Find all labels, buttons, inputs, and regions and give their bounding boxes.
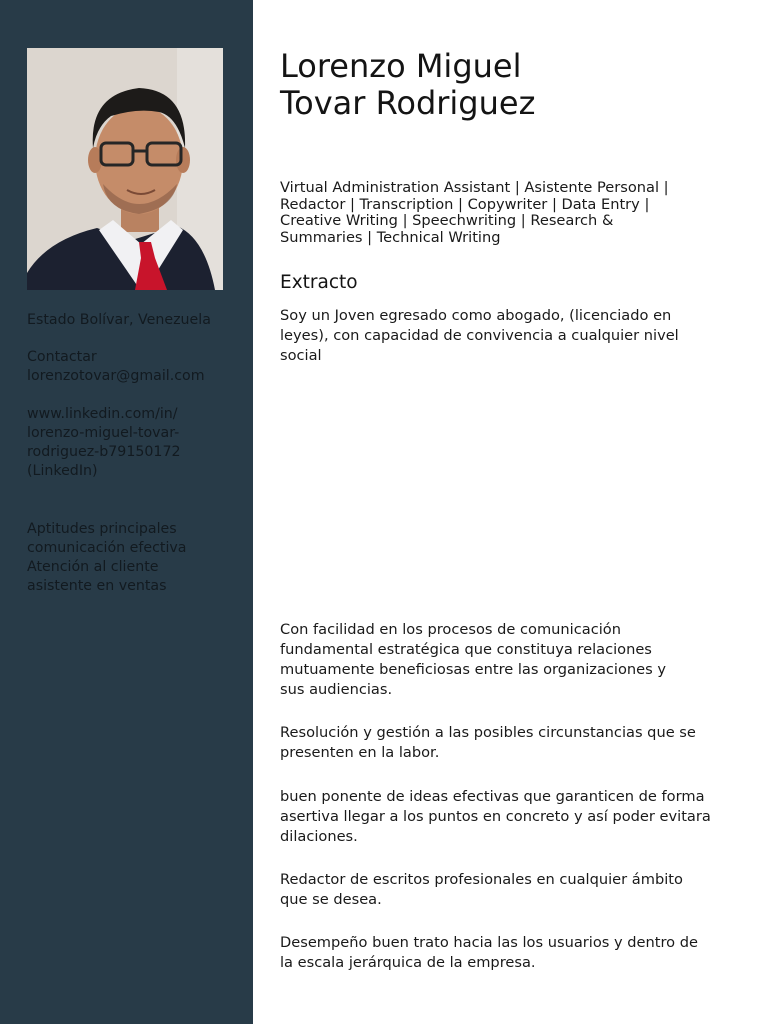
paragraph-line: social	[280, 347, 322, 364]
headline-line: Creative Writing | Speechwriting | Research &	[280, 212, 614, 230]
linkedin-link[interactable]	[27, 405, 242, 481]
profile-photo	[27, 48, 223, 290]
paragraph-line: dilaciones.	[280, 828, 358, 845]
headline-line: Summaries | Technical Writing	[280, 228, 501, 246]
paragraph-line: Con facilidad en los procesos de comunicación	[280, 621, 621, 638]
linkedin-line: lorenzo-miguel-tovar-	[27, 425, 180, 441]
paragraph-line: Redactor de escritos profesionales en cualquier ámbito	[280, 871, 683, 888]
skills-heading: Aptitudes principales	[27, 521, 177, 537]
paragraph-line: Desempeño buen trato hacia las los usuarios y dentro de	[280, 934, 698, 951]
paragraph-line: la escala jerárquica de la empresa.	[280, 954, 536, 971]
headline	[280, 180, 730, 246]
skill-item: asistente en ventas	[27, 578, 167, 594]
paragraph-line: Resolución y gestión a las posibles circunstancias que se	[280, 724, 696, 741]
name-line: Tovar Rodriguez	[280, 84, 536, 122]
paragraph-line: mutuamente beneficiosas entre las organizaciones y	[280, 661, 667, 678]
paragraph-line: asertiva llegar a los puntos en concreto y así poder evitara	[280, 808, 711, 825]
linkedin-line: www.linkedin.com/in/	[27, 406, 178, 422]
paragraph-line: Soy un Joven egresado como abogado, (licenciado en	[280, 307, 672, 324]
linkedin-line: rodriguez-b79150172	[27, 444, 181, 460]
contact-heading: Contactar	[27, 349, 97, 365]
section-title: Extracto	[280, 272, 358, 293]
person-name	[280, 48, 535, 122]
summary-paragraph	[280, 933, 735, 973]
skill-item: Atención al cliente	[27, 559, 159, 575]
summary-paragraph	[280, 306, 735, 366]
name-line: Lorenzo Miguel	[280, 47, 522, 85]
paragraph-line: que se desea.	[280, 891, 382, 908]
summary-paragraph	[280, 870, 735, 910]
paragraph-line: presenten en la labor.	[280, 744, 440, 761]
paragraph-line: leyes), con capacidad de convivencia a cualquier nivel	[280, 327, 679, 344]
paragraph-line: buen ponente de ideas efectivas que garanticen de forma	[280, 788, 705, 805]
skill-item: comunicación efectiva	[27, 540, 187, 556]
paragraph-line: sus audiencias.	[280, 681, 393, 698]
headline-line: Virtual Administration Assistant | Asistente Personal |	[280, 179, 669, 196]
summary-paragraph	[280, 620, 735, 700]
paragraph-line: fundamental estratégica que constituya relaciones	[280, 641, 652, 658]
email-link[interactable]: lorenzotovar@gmail.com	[27, 368, 205, 384]
skills-list	[27, 539, 242, 596]
summary-paragraph	[280, 723, 735, 763]
linkedin-line: (LinkedIn)	[27, 463, 98, 479]
summary-paragraph	[280, 787, 735, 847]
location-text: Estado Bolívar, Venezuela	[27, 312, 211, 328]
sidebar	[0, 0, 253, 1024]
headline-line: Redactor | Transcription | Copywriter | Data Entry |	[280, 195, 650, 213]
